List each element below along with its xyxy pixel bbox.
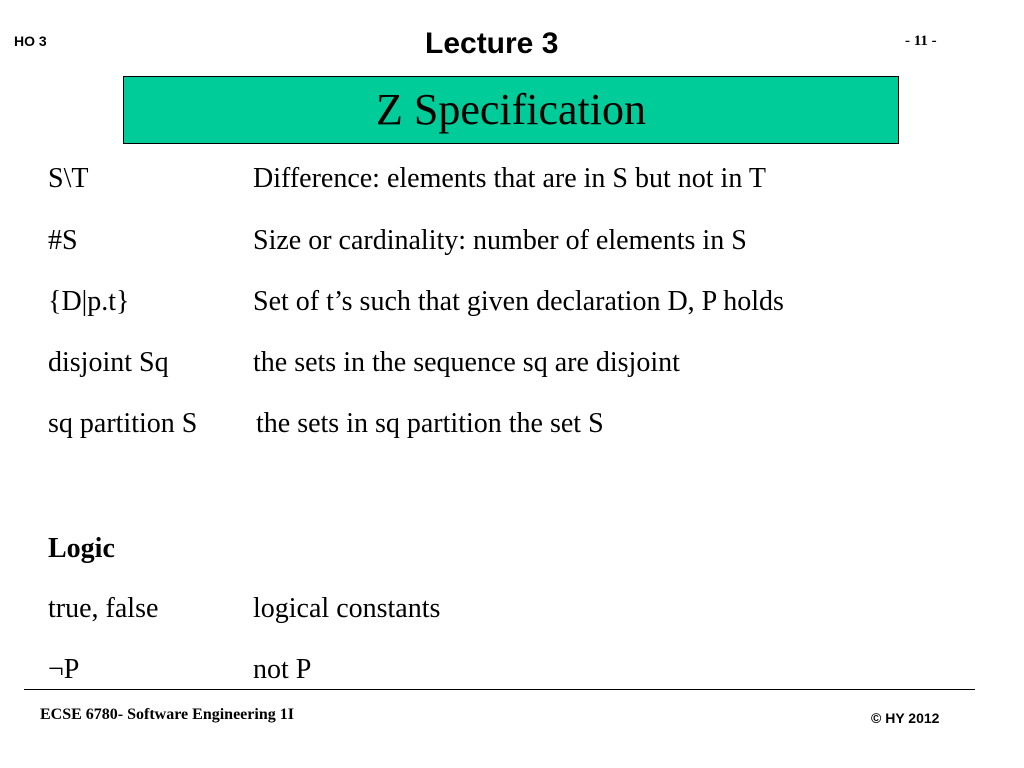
- title-box: [123, 76, 899, 144]
- lecture-heading: Lecture 3: [425, 27, 559, 60]
- term-partition: sq partition S: [48, 408, 198, 439]
- term-cardinality: #S: [48, 225, 78, 256]
- desc-negation: not P: [253, 654, 312, 685]
- desc-disjoint: the sets in the sequence sq are disjoint: [253, 347, 680, 378]
- page-number: - 11 -: [905, 33, 937, 49]
- handout-number: HO 3: [14, 33, 47, 49]
- logic-heading: Logic: [48, 533, 115, 564]
- term-disjoint: disjoint Sq: [48, 347, 169, 378]
- term-set-comprehension: {D|p.t}: [48, 286, 130, 317]
- term-negation: ¬P: [48, 654, 80, 685]
- desc-logical-constants: logical constants: [253, 593, 441, 624]
- desc-difference: Difference: elements that are in S but not in T: [253, 163, 766, 194]
- desc-set-comprehension: Set of t’s such that given declaration D, P holds: [253, 286, 784, 317]
- term-difference: S\T: [48, 163, 89, 194]
- desc-partition: the sets in sq partition the set S: [256, 408, 604, 439]
- term-logical-constants: true, false: [48, 593, 159, 624]
- copyright-footer: © HY 2012: [871, 710, 940, 726]
- slide-title: Z Specification: [375, 85, 646, 134]
- desc-cardinality: Size or cardinality: number of elements in S: [253, 225, 747, 256]
- footer-divider: [24, 689, 975, 690]
- course-footer: ECSE 6780- Software Engineering 1I: [40, 706, 294, 723]
